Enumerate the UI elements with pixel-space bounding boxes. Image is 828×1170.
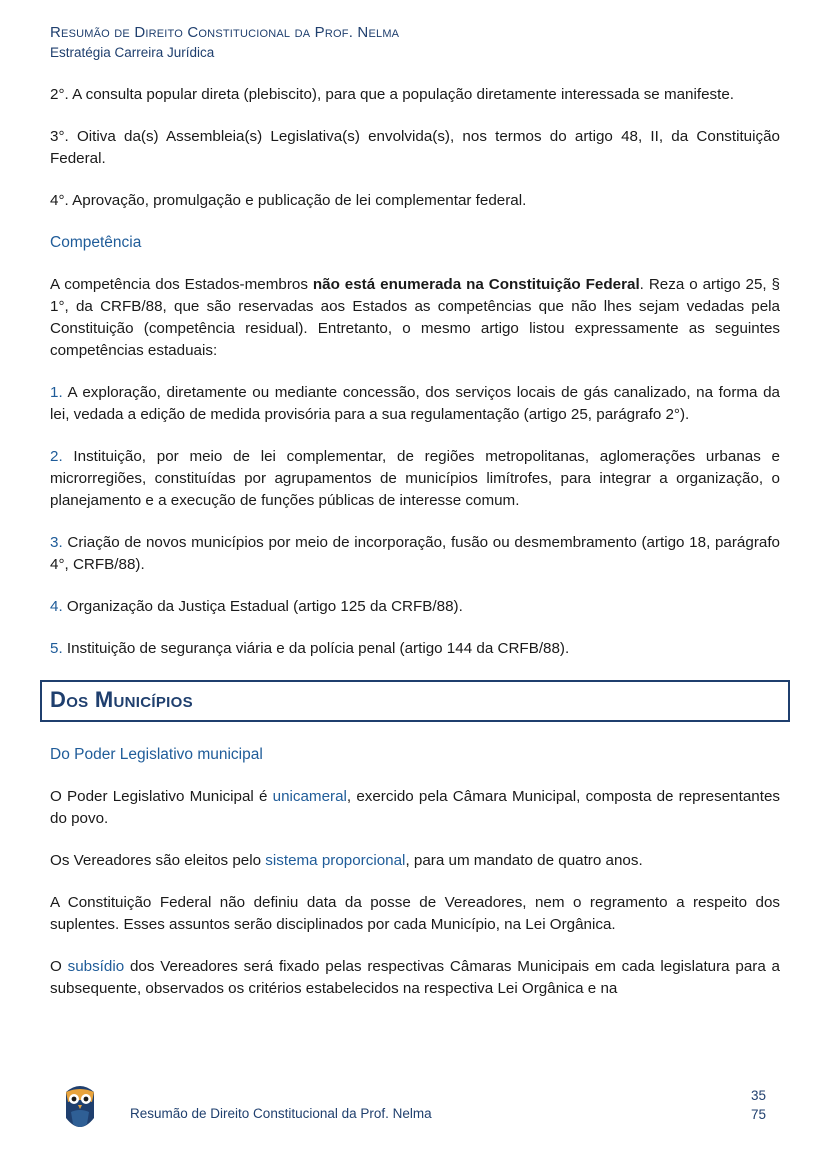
municipios-paragraph — [50, 786, 780, 830]
section-title: Dos Municípios — [50, 687, 193, 712]
municipios-paragraph: A Constituição Federal não definiu data da posse de Vereadores, nem o regramento a respeito dos suplentes. Esses assuntos serão disciplinados por cada Município, na Lei Orgânica. — [50, 894, 780, 933]
para-text: , para um mandato de quatro anos. — [405, 852, 643, 869]
highlight-term: unicameral — [272, 788, 347, 805]
item-text: Instituição de segurança viária e da polícia penal (artigo 144 da CRFB/88). — [62, 640, 570, 657]
item-number: 4. — [50, 598, 63, 615]
competencia-item — [50, 446, 780, 512]
section-title-box — [40, 680, 790, 722]
para-text: Os Vereadores são eleitos pelo — [50, 852, 266, 869]
item-text: Criação de novos municípios por meio de incorporação, fusão ou desmembramento (artigo 18, parágrafo 4°, CRFB/88). — [50, 534, 780, 573]
municipios-paragraph — [50, 956, 780, 1000]
highlight-term: sistema proporcional — [265, 852, 406, 869]
page-number — [751, 1086, 766, 1124]
para-text: dos Vereadores será fixado pelas respectivas Câmaras Municipais em cada legislatura para a subsequente, observados os critérios estabelecidos na respectiva Lei Orgânica e na — [50, 958, 780, 997]
header-subtitle: Estratégia Carreira Jurídica — [50, 45, 215, 60]
page-footer — [0, 1078, 828, 1148]
owl-logo-icon — [62, 1078, 98, 1136]
para-text: O Poder Legislativo Municipal é — [50, 788, 273, 805]
municipios-paragraph — [50, 850, 780, 872]
header-title: Resumão de Direito Constitucional da Prof. Nelma — [50, 24, 400, 41]
competencia-item — [50, 638, 780, 660]
item-number: 1. — [50, 384, 63, 401]
item-text: A exploração, diretamente ou mediante concessão, dos serviços locais de gás canalizado, na forma da lei, vedada a edição de medida provisória para a sua regulamentação (artigo 25, parágrafo 2°). — [50, 384, 780, 423]
current-page: 35 — [750, 1088, 766, 1103]
competencia-intro — [50, 274, 780, 362]
intro-text-after: . Reza o artigo 25, § 1°, da CRFB/88, que são reservadas aos Estados as competências que não lhes sejam vedadas pela Constituição (competência residual). Entretanto, o mesmo artigo listou expressamente as seguintes competências estaduais: — [50, 276, 781, 359]
step-paragraph: 2°. A consulta popular direta (plebiscito), para que a população diretamente interessada se manifeste. — [50, 86, 735, 103]
document-body — [50, 84, 780, 1020]
item-number: 3. — [50, 534, 63, 551]
para-text: , exercido pela Câmara Municipal, composta de representantes do povo. — [50, 788, 780, 827]
competencia-heading: Competência — [50, 234, 142, 251]
total-pages: 75 — [750, 1107, 766, 1122]
highlight-term: subsídio — [67, 958, 125, 975]
step-paragraph: 3°. Oitiva da(s) Assembleia(s) Legislativa(s) envolvida(s), nos termos do artigo 48, II, da Constituição Federal. — [50, 128, 780, 167]
item-text: Organização da Justiça Estadual (artigo 125 da CRFB/88). — [62, 598, 463, 615]
page-header — [50, 24, 399, 62]
legislativo-heading: Do Poder Legislativo municipal — [50, 746, 263, 763]
para-text: O — [50, 958, 68, 975]
intro-text: A competência dos Estados-membros — [50, 276, 313, 293]
intro-bold-text: não está enumerada na Constituição Federal — [312, 276, 640, 293]
footer-title: Resumão de Direito Constitucional da Prof. Nelma — [130, 1106, 432, 1121]
item-text: Instituição, por meio de lei complementar, de regiões metropolitanas, aglomerações urbanas e microrregiões, constituídas por agrupamentos de municípios limítrofes, para integrar a organização, o planejamento e a execução de funções públicas de interesse comum. — [50, 448, 780, 509]
step-paragraph: 4°. Aprovação, promulgação e publicação de lei complementar federal. — [50, 192, 527, 209]
competencia-item — [50, 596, 780, 618]
competencia-item — [50, 382, 780, 426]
competencia-item — [50, 532, 780, 576]
item-number: 2. — [50, 448, 63, 465]
item-number: 5. — [50, 640, 63, 657]
